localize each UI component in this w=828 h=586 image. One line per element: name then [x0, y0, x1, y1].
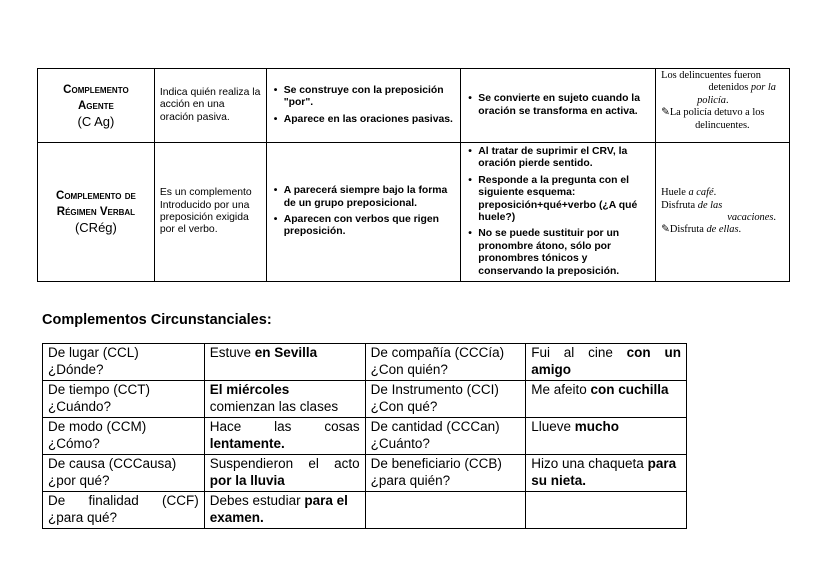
cc-question: ¿para quién?	[370, 472, 451, 488]
cc-type: De compañía (CCCía)	[370, 345, 505, 360]
cc-example-cell: Fui al cine con un amigo	[526, 344, 687, 381]
cc-type: De tiempo (CCT)	[48, 382, 151, 397]
example-line: policía.	[697, 94, 729, 106]
cc-type-cell	[43, 344, 205, 381]
example-line: ✎La policía detuvo a los	[661, 107, 765, 119]
cc-example-cell: Hizo una chaqueta para su nieta.	[526, 455, 687, 492]
complement-example	[656, 143, 790, 282]
table-row	[43, 381, 687, 418]
complement-example	[656, 69, 790, 143]
example-line: Disfruta de las	[661, 199, 723, 211]
pencil-icon: ✎	[661, 224, 670, 236]
circumstantial-table	[42, 343, 687, 529]
cc-question: ¿Con qué?	[370, 398, 438, 414]
cc-question: ¿Con quién?	[370, 361, 448, 377]
pencil-icon: ✎	[661, 107, 670, 119]
cc-question: ¿por qué?	[48, 472, 110, 488]
cc-example-cell: Llueve mucho	[526, 418, 687, 455]
complement-abbr: (CRég)	[74, 220, 117, 236]
cc-example-cell: Estuve en Sevilla	[204, 344, 365, 381]
list-item: • Se construye con la preposición "por".	[284, 85, 456, 110]
empty-cell	[526, 492, 687, 529]
complement-features	[266, 143, 461, 282]
example-line: Los delincuentes fueron	[661, 70, 761, 81]
empty-cell	[365, 492, 526, 529]
table-row	[38, 69, 790, 143]
complement-title-line: Agente	[77, 99, 114, 112]
list-item: • Se convierte en sujeto cuando la oración se transforma en activa.	[478, 93, 650, 118]
cc-type: De beneficiario (CCB)	[370, 456, 502, 471]
table-row	[43, 455, 687, 492]
cc-type: De cantidad (CCCan)	[370, 419, 500, 434]
complement-title-line: Complemento	[63, 83, 129, 96]
complement-name	[38, 143, 155, 282]
example-line: detenidos por la	[708, 82, 776, 94]
list-item: • Al tratar de suprimir el CRV, la oración pierde sentido.	[478, 146, 650, 171]
table-row	[43, 492, 687, 529]
cc-example-cell: Debes estudiar para el examen.	[204, 492, 365, 529]
list-item: • Aparecen con verbos que rigen preposición.	[284, 214, 456, 239]
cc-type-cell	[43, 418, 205, 455]
list-item: • A parecerá siempre bajo la forma de un grupo preposicional.	[284, 185, 456, 210]
complement-transform	[461, 69, 656, 143]
example-line: vacaciones.	[727, 212, 776, 224]
cc-example-cell: Me afeito con cuchilla	[526, 381, 687, 418]
cc-question: ¿Cuánto?	[370, 435, 430, 451]
cc-type: De finalidad (CCF)	[48, 493, 199, 508]
cc-question: ¿para qué?	[48, 509, 118, 525]
example-line: ✎Disfruta de ellas.	[661, 224, 742, 236]
complement-name	[38, 69, 155, 143]
cc-type-cell	[43, 492, 205, 529]
cc-type: De modo (CCM)	[48, 419, 147, 434]
complement-definition: Indica quién realiza la acción en una oración pasiva.	[154, 69, 266, 143]
cc-type-cell	[365, 344, 526, 381]
cc-example-cell: Hace las cosas lentamente.	[204, 418, 365, 455]
complement-features	[266, 69, 461, 143]
example-line: Huele a café.	[661, 187, 717, 199]
cc-type-cell	[365, 381, 526, 418]
complements-table	[37, 68, 790, 282]
complement-transform	[461, 143, 656, 282]
list-item: • Aparece en las oraciones pasivas.	[284, 114, 456, 126]
cc-question: ¿Cómo?	[48, 435, 100, 451]
cc-example-cell: Suspendieron el acto por la lluvia	[204, 455, 365, 492]
cc-question: ¿Dónde?	[48, 361, 104, 377]
complement-title-line: Complemento de	[56, 190, 136, 203]
list-item: • Responde a la pregunta con el siguiente esquema: preposición+qué+verbo (¿A qué huele?)	[478, 175, 650, 225]
complement-abbr: (C Ag)	[77, 113, 115, 129]
table-row	[38, 143, 790, 282]
cc-type-cell	[365, 418, 526, 455]
cc-type: De Instrumento (CCI)	[370, 382, 499, 397]
complement-title-line: Régimen Verbal	[56, 206, 136, 219]
example-line: delincuentes.	[695, 119, 750, 131]
complement-definition: Es un complemento Introducido por una preposición exigida por el verbo.	[154, 143, 266, 282]
cc-example-cell: El miércoles comienzan las clases	[204, 381, 365, 418]
cc-type-cell	[365, 455, 526, 492]
cc-question: ¿Cuándo?	[48, 398, 112, 414]
cc-type-cell	[43, 455, 205, 492]
section-heading: Complementos Circunstanciales:	[42, 312, 272, 328]
cc-type-cell	[43, 381, 205, 418]
table-row	[43, 344, 687, 381]
cc-type: De lugar (CCL)	[48, 345, 139, 360]
table-row	[43, 418, 687, 455]
cc-type: De causa (CCCausa)	[48, 456, 177, 471]
list-item: • No se puede sustituir por un pronombre átono, sólo por pronombres tónicos y conservando la preposición.	[478, 228, 650, 278]
